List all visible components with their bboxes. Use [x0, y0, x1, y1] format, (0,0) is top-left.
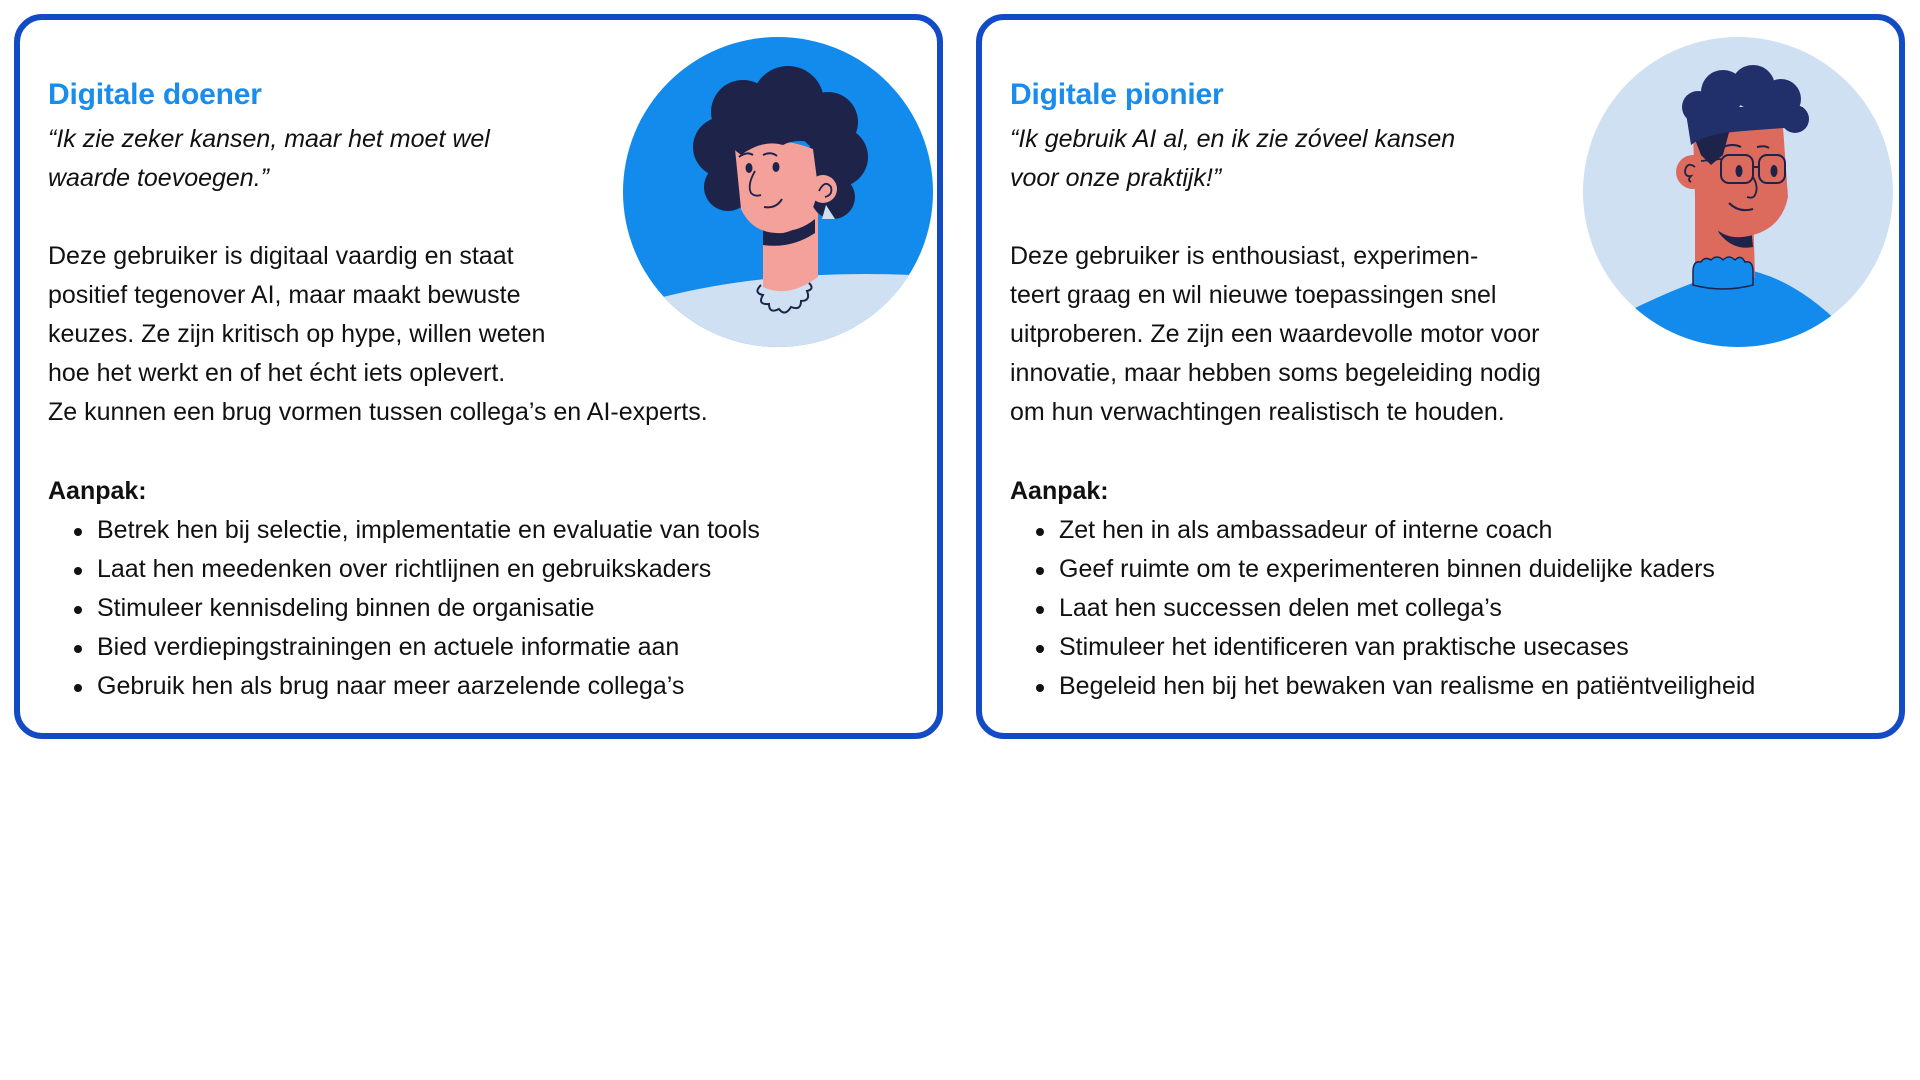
- bullet-icon: [1036, 606, 1044, 614]
- approach-item: [48, 589, 760, 628]
- description-line: teert graag en wil nieuwe toepassingen snel: [1010, 281, 1497, 309]
- persona-quote: [1010, 120, 1455, 198]
- persona-title: Digitale pionier: [1010, 78, 1224, 111]
- approach-item-text: Begeleid hen bij het bewaken van realisme en patiëntveiligheid: [1059, 672, 1756, 700]
- approach-item: [1010, 589, 1755, 628]
- approach-item-text: Geef ruimte om te experimenteren binnen duidelijke kaders: [1059, 555, 1715, 583]
- approach-heading: Aanpak:: [48, 477, 147, 505]
- quote-line: “Ik gebruik AI al, en ik zie zóveel kansen: [1010, 125, 1456, 153]
- description-line: Deze gebruiker is digitaal vaardig en staat: [48, 242, 514, 270]
- approach-item: [48, 628, 760, 667]
- approach-item-text: Bied verdiepingstrainingen en actuele informatie aan: [97, 633, 680, 661]
- approach-item-text: Zet hen in als ambassadeur of interne coach: [1059, 516, 1553, 544]
- quote-line: waarde toevoegen.”: [48, 164, 269, 192]
- quote-line: “Ik zie zeker kansen, maar het moet wel: [48, 125, 490, 153]
- persona-description: [1010, 237, 1541, 432]
- approach-item-text: Betrek hen bij selectie, implementatie en evaluatie van tools: [97, 516, 760, 544]
- persona-quote: [48, 120, 490, 198]
- bullet-icon: [74, 606, 82, 614]
- approach-item: [1010, 667, 1755, 706]
- persona-card-digitale-doener: [14, 14, 943, 739]
- description-line: Deze gebruiker is enthousiast, experimen-: [1010, 242, 1479, 270]
- description-line: hoe het werkt en of het écht iets oplevert.: [48, 359, 506, 387]
- approach-list: [1010, 511, 1755, 706]
- man-glasses-avatar-icon: [1583, 37, 1893, 347]
- bullet-icon: [1036, 645, 1044, 653]
- approach-item: [1010, 511, 1755, 550]
- approach-item: [1010, 628, 1755, 667]
- approach-item: [48, 550, 760, 589]
- description-line: Ze kunnen een brug vormen tussen collega’s en AI-experts.: [48, 398, 708, 426]
- bullet-icon: [74, 567, 82, 575]
- bullet-icon: [1036, 567, 1044, 575]
- approach-item-text: Stimuleer kennisdeling binnen de organisatie: [97, 594, 595, 622]
- persona-card-digitale-pionier: [976, 14, 1905, 739]
- bullet-icon: [1036, 684, 1044, 692]
- approach-item-text: Gebruik hen als brug naar meer aarzelende collega’s: [97, 672, 685, 700]
- approach-item: [48, 667, 760, 706]
- description-line: uitproberen. Ze zijn een waardevolle motor voor: [1010, 320, 1540, 348]
- description-line: om hun verwachtingen realistisch te houden.: [1010, 398, 1505, 426]
- description-line: positief tegenover AI, maar maakt bewuste: [48, 281, 521, 309]
- approach-heading: Aanpak:: [1010, 477, 1109, 505]
- bullet-icon: [74, 528, 82, 536]
- quote-line: voor onze praktijk!”: [1010, 164, 1222, 192]
- description-line: keuzes. Ze zijn kritisch op hype, willen weten: [48, 320, 546, 348]
- description-line: innovatie, maar hebben soms begeleiding nodig: [1010, 359, 1541, 387]
- bullet-icon: [74, 645, 82, 653]
- woman-curly-hair-avatar-icon: [623, 37, 933, 347]
- approach-item-text: Laat hen successen delen met collega’s: [1059, 594, 1502, 622]
- approach-item: [1010, 550, 1755, 589]
- bullet-icon: [74, 684, 82, 692]
- approach-item: [48, 511, 760, 550]
- persona-description: [48, 237, 708, 432]
- approach-item-text: Stimuleer het identificeren van praktische usecases: [1059, 633, 1629, 661]
- bullet-icon: [1036, 528, 1044, 536]
- persona-title: Digitale doener: [48, 78, 262, 111]
- approach-item-text: Laat hen meedenken over richtlijnen en gebruikskaders: [97, 555, 712, 583]
- approach-list: [48, 511, 760, 706]
